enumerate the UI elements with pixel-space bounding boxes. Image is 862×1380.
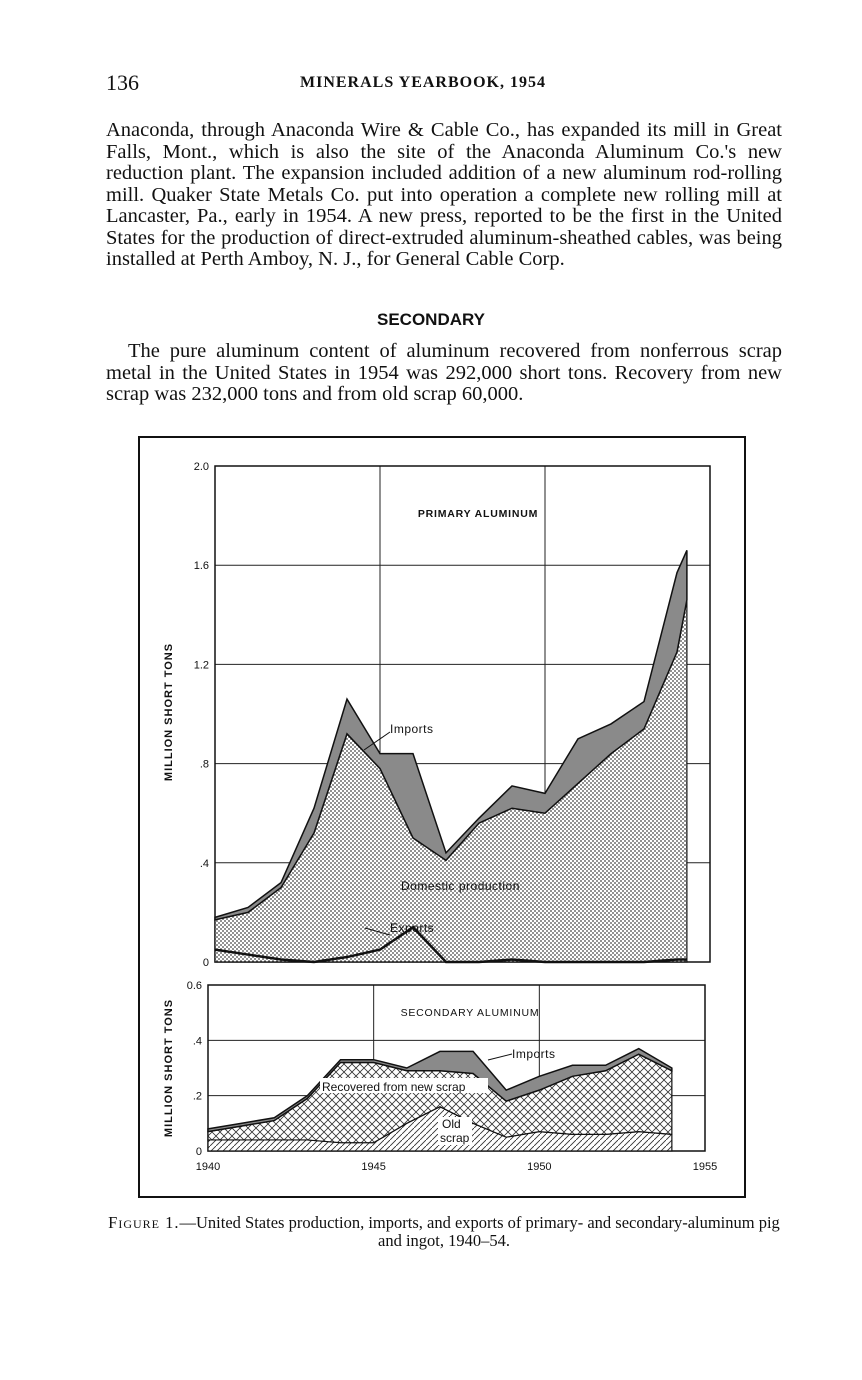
- old-scrap-label-line2: scrap: [440, 1131, 470, 1145]
- secondary-ytick-label: 0.6: [186, 980, 202, 992]
- domestic-production-label: Domestic production: [401, 879, 520, 893]
- new-scrap-label: Recovered from new scrap: [322, 1080, 466, 1094]
- primary-ytick-label: 2.0: [193, 461, 209, 473]
- primary-ylabel: MILLION SHORT TONS: [163, 642, 175, 782]
- figure-caption: [106, 1214, 782, 1250]
- primary-imports-label: Imports: [390, 722, 434, 736]
- secondary-ytick-label: 0: [195, 1146, 202, 1158]
- primary-ytick-label: 1.6: [193, 560, 209, 573]
- primary-ytick-label: 1.2: [193, 659, 209, 672]
- secondary-ytick-label: .2: [192, 1090, 202, 1103]
- caption-label: Figure 1.: [108, 1213, 180, 1232]
- exports-label: Exports: [390, 921, 435, 935]
- caption-text: —United States production, imports, and exports of primary- and secondary-aluminum pig and ingot, 1940–54.: [179, 1213, 780, 1250]
- page-number: 136: [106, 70, 139, 95]
- secondary-xtick-label: 1940: [195, 1161, 221, 1173]
- secondary-ylabel: MILLION SHORT TONS: [163, 998, 175, 1138]
- secondary-imports-leader: [488, 1054, 512, 1060]
- secondary-ytick-label: .4: [192, 1035, 202, 1048]
- primary-aluminum-chart: [163, 461, 710, 969]
- primary-ytick-label: .4: [199, 857, 209, 870]
- secondary-chart-title: SECONDARY ALUMINUM: [400, 1007, 540, 1019]
- primary-chart-title: PRIMARY ALUMINUM: [417, 508, 539, 520]
- section-heading: SECONDARY: [377, 310, 485, 329]
- old-scrap-label-line1: Old: [442, 1117, 461, 1131]
- primary-ytick-label: 0: [202, 957, 209, 969]
- body-paragraph-1: Anaconda, through Anaconda Wire & Cable Co., has expanded its mill in Great Falls, Mont., which is also the site of the Anaconda Aluminum Co.'s new reduction plant. The expansion included addition of a new aluminum rod-rolling mill. Quaker State Metals Co. put into operation a complete new rolling mill at Lancaster, Pa., early in 1954. A new press, reported to be the first in the United States for the production of direct-extruded aluminum-sheathed cables, was being installed at Perth Amboy, N. J., for General Cable Corp.: [106, 119, 782, 270]
- secondary-aluminum-chart: [163, 980, 717, 1173]
- secondary-xtick-label: 1955: [692, 1161, 718, 1173]
- running-title: MINERALS YEARBOOK, 1954: [300, 74, 546, 91]
- body-paragraph-2: The pure aluminum content of aluminum recovered from nonferrous scrap metal in the United States in 1954 was 292,000 short tons. Recovery from new scrap was 232,000 tons and from old scrap 60,000.: [106, 340, 782, 405]
- primary-ytick-label: .8: [199, 758, 209, 771]
- secondary-imports-label: Imports: [512, 1047, 556, 1061]
- domestic-production-area: [215, 600, 687, 962]
- secondary-xtick-label: 1950: [527, 1161, 552, 1173]
- secondary-xtick-label: 1945: [361, 1161, 386, 1173]
